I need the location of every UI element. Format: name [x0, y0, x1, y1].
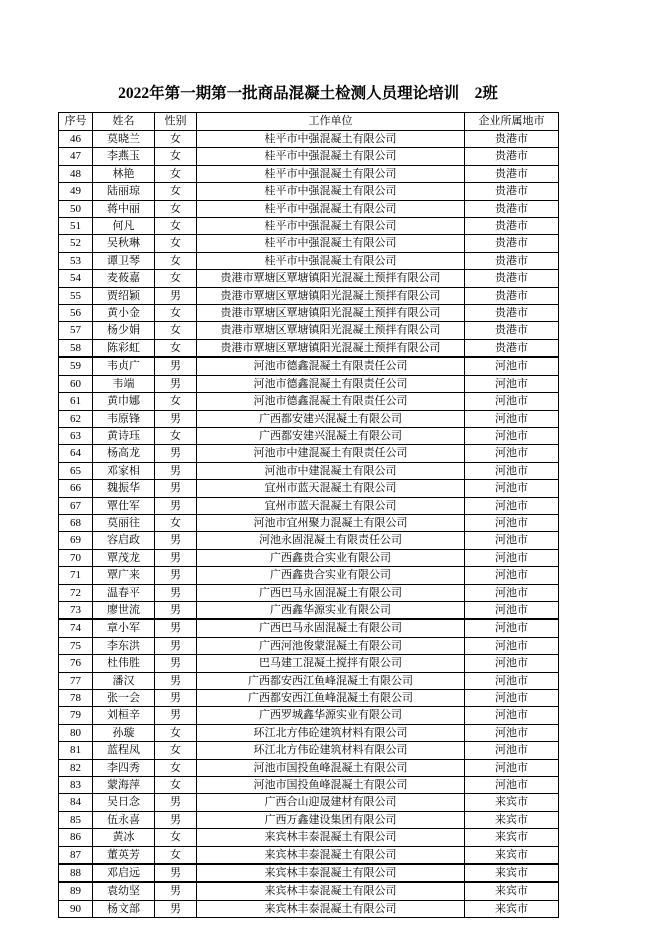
cell-city: 来宾市 — [465, 846, 559, 864]
table-row — [59, 252, 559, 269]
cell-city: 贵港市 — [465, 218, 559, 235]
table-row — [59, 183, 559, 200]
cell-name: 黄巾娜 — [93, 393, 155, 410]
table-row — [59, 672, 559, 689]
cell-name: 贾绍颖 — [93, 287, 155, 304]
cell-name: 吴日念 — [93, 794, 155, 811]
cell-city: 贵港市 — [465, 235, 559, 252]
cell-unit: 贵港市覃塘区覃塘镇阳光混凝土预拌有限公司 — [197, 270, 465, 287]
cell-unit: 贵港市覃塘区覃塘镇阳光混凝土预拌有限公司 — [197, 287, 465, 304]
cell-sex: 女 — [155, 148, 197, 165]
cell-city: 河池市 — [465, 480, 559, 497]
cell-city: 贵港市 — [465, 252, 559, 269]
cell-no: 53 — [59, 252, 93, 269]
cell-name: 蒋中丽 — [93, 200, 155, 217]
table-row — [59, 270, 559, 287]
cell-sex: 女 — [155, 235, 197, 252]
cell-no: 56 — [59, 305, 93, 322]
cell-city: 河池市 — [465, 690, 559, 707]
cell-unit: 广西鑫华源实业有限公司 — [197, 601, 465, 619]
cell-city: 来宾市 — [465, 882, 559, 900]
cell-name: 容启政 — [93, 532, 155, 549]
cell-city: 贵港市 — [465, 270, 559, 287]
cell-city: 河池市 — [465, 619, 559, 637]
cell-name: 覃广来 — [93, 567, 155, 584]
table-row — [59, 339, 559, 357]
cell-city: 河池市 — [465, 462, 559, 479]
cell-city: 河池市 — [465, 601, 559, 619]
cell-unit: 贵港市覃塘区覃塘镇阳光混凝土预拌有限公司 — [197, 339, 465, 357]
cell-sex: 女 — [155, 252, 197, 269]
table-row — [59, 882, 559, 900]
cell-name: 杨文部 — [93, 900, 155, 917]
cell-no: 81 — [59, 742, 93, 759]
cell-unit: 宜州市蓝天混凝土有限公司 — [197, 480, 465, 497]
cell-name: 陆丽琼 — [93, 183, 155, 200]
cell-sex: 男 — [155, 637, 197, 654]
column-header-unit: 工作单位 — [197, 113, 465, 131]
cell-sex: 男 — [155, 287, 197, 304]
table-row — [59, 637, 559, 654]
cell-city: 来宾市 — [465, 900, 559, 917]
cell-no: 87 — [59, 846, 93, 864]
cell-sex: 男 — [155, 480, 197, 497]
table-row — [59, 707, 559, 724]
cell-city: 河池市 — [465, 759, 559, 776]
cell-no: 73 — [59, 601, 93, 619]
cell-no: 61 — [59, 393, 93, 410]
cell-unit: 来宾林丰泰混凝土有限公司 — [197, 864, 465, 882]
cell-unit: 宜州市蓝天混凝土有限公司 — [197, 497, 465, 514]
cell-sex: 女 — [155, 393, 197, 410]
cell-city: 来宾市 — [465, 811, 559, 828]
cell-no: 48 — [59, 165, 93, 182]
cell-sex: 女 — [155, 759, 197, 776]
cell-name: 林艳 — [93, 165, 155, 182]
table-body — [59, 131, 559, 918]
cell-sex: 男 — [155, 601, 197, 619]
cell-name: 潘汉 — [93, 672, 155, 689]
cell-name: 温春平 — [93, 584, 155, 601]
cell-sex: 女 — [155, 427, 197, 444]
cell-sex: 男 — [155, 357, 197, 375]
cell-name: 袁幼坚 — [93, 882, 155, 900]
cell-unit: 河池市国投鱼峰混凝土有限公司 — [197, 759, 465, 776]
cell-unit: 广西都安建兴混凝土有限公司 — [197, 410, 465, 427]
table-row — [59, 724, 559, 741]
table-row — [59, 864, 559, 882]
cell-unit: 广西鑫贵合实业有限公司 — [197, 549, 465, 566]
table-row — [59, 480, 559, 497]
cell-name: 廖世流 — [93, 601, 155, 619]
table-header — [59, 113, 559, 131]
table-header-row — [59, 113, 559, 131]
cell-no: 60 — [59, 375, 93, 392]
cell-name: 邓家相 — [93, 462, 155, 479]
cell-no: 82 — [59, 759, 93, 776]
cell-unit: 广西巴马永固混凝土有限公司 — [197, 619, 465, 637]
cell-sex: 男 — [155, 690, 197, 707]
cell-unit: 桂平市中强混凝土有限公司 — [197, 218, 465, 235]
cell-unit: 广西巴马永固混凝土有限公司 — [197, 584, 465, 601]
cell-city: 河池市 — [465, 567, 559, 584]
cell-no: 84 — [59, 794, 93, 811]
cell-unit: 广西万鑫建设集团有限公司 — [197, 811, 465, 828]
cell-city: 河池市 — [465, 357, 559, 375]
cell-no: 51 — [59, 218, 93, 235]
table-row — [59, 690, 559, 707]
cell-no: 79 — [59, 707, 93, 724]
cell-name: 伍永喜 — [93, 811, 155, 828]
table-row — [59, 445, 559, 462]
table-row — [59, 427, 559, 444]
cell-unit: 广西都安西江鱼峰混凝土有限公司 — [197, 690, 465, 707]
cell-unit: 河池市宜州聚力混凝土有限公司 — [197, 514, 465, 531]
cell-no: 52 — [59, 235, 93, 252]
cell-no: 63 — [59, 427, 93, 444]
cell-unit: 桂平市中强混凝土有限公司 — [197, 235, 465, 252]
cell-sex: 男 — [155, 864, 197, 882]
table-row — [59, 357, 559, 375]
cell-name: 张一会 — [93, 690, 155, 707]
cell-name: 魏振华 — [93, 480, 155, 497]
table-row — [59, 584, 559, 601]
cell-no: 77 — [59, 672, 93, 689]
cell-name: 章小军 — [93, 619, 155, 637]
table-row — [59, 514, 559, 531]
cell-sex: 女 — [155, 270, 197, 287]
cell-name: 黄小金 — [93, 305, 155, 322]
table-row — [59, 532, 559, 549]
cell-sex: 女 — [155, 514, 197, 531]
cell-unit: 河池市国投鱼峰混凝土有限公司 — [197, 777, 465, 794]
cell-city: 河池市 — [465, 584, 559, 601]
table-row — [59, 410, 559, 427]
cell-name: 覃仕军 — [93, 497, 155, 514]
cell-no: 68 — [59, 514, 93, 531]
table-row — [59, 846, 559, 864]
cell-sex: 男 — [155, 584, 197, 601]
cell-unit: 河池市德鑫混凝土有限责任公司 — [197, 357, 465, 375]
table-row — [59, 393, 559, 410]
table-row — [59, 200, 559, 217]
cell-name: 邓启远 — [93, 864, 155, 882]
cell-sex: 男 — [155, 549, 197, 566]
cell-sex: 女 — [155, 724, 197, 741]
cell-unit: 桂平市中强混凝土有限公司 — [197, 183, 465, 200]
cell-unit: 桂平市中强混凝土有限公司 — [197, 131, 465, 148]
cell-unit: 广西河池俊蒙混凝土有限公司 — [197, 637, 465, 654]
cell-unit: 河池市中建混凝土有限公司 — [197, 462, 465, 479]
table-row — [59, 655, 559, 672]
cell-name: 李燕玉 — [93, 148, 155, 165]
table-row — [59, 218, 559, 235]
cell-sex: 女 — [155, 165, 197, 182]
cell-unit: 来宾林丰泰混凝土有限公司 — [197, 846, 465, 864]
cell-city: 河池市 — [465, 672, 559, 689]
cell-unit: 河池永固混凝土有限责任公司 — [197, 532, 465, 549]
cell-no: 89 — [59, 882, 93, 900]
cell-no: 72 — [59, 584, 93, 601]
cell-city: 贵港市 — [465, 322, 559, 339]
cell-sex: 男 — [155, 707, 197, 724]
cell-sex: 男 — [155, 375, 197, 392]
cell-name: 孙璇 — [93, 724, 155, 741]
cell-name: 韦原锋 — [93, 410, 155, 427]
cell-sex: 男 — [155, 655, 197, 672]
trainee-roster-table — [58, 112, 559, 918]
cell-no: 69 — [59, 532, 93, 549]
cell-name: 莫丽往 — [93, 514, 155, 531]
cell-sex: 男 — [155, 672, 197, 689]
cell-unit: 桂平市中强混凝土有限公司 — [197, 252, 465, 269]
table-row — [59, 829, 559, 846]
cell-city: 河池市 — [465, 777, 559, 794]
cell-no: 83 — [59, 777, 93, 794]
cell-city: 河池市 — [465, 724, 559, 741]
cell-sex: 女 — [155, 322, 197, 339]
cell-sex: 男 — [155, 811, 197, 828]
cell-sex: 男 — [155, 410, 197, 427]
cell-city: 来宾市 — [465, 864, 559, 882]
cell-no: 59 — [59, 357, 93, 375]
table-row — [59, 131, 559, 148]
cell-no: 71 — [59, 567, 93, 584]
cell-sex: 女 — [155, 218, 197, 235]
cell-city: 河池市 — [465, 655, 559, 672]
cell-city: 河池市 — [465, 532, 559, 549]
cell-city: 来宾市 — [465, 829, 559, 846]
table-row — [59, 619, 559, 637]
table-row — [59, 287, 559, 304]
cell-city: 来宾市 — [465, 794, 559, 811]
cell-sex: 女 — [155, 829, 197, 846]
cell-no: 76 — [59, 655, 93, 672]
cell-no: 75 — [59, 637, 93, 654]
cell-no: 50 — [59, 200, 93, 217]
table-row — [59, 794, 559, 811]
cell-unit: 河池市德鑫混凝土有限责任公司 — [197, 375, 465, 392]
cell-name: 杜伟胜 — [93, 655, 155, 672]
cell-city: 河池市 — [465, 707, 559, 724]
cell-city: 贵港市 — [465, 165, 559, 182]
cell-no: 58 — [59, 339, 93, 357]
cell-name: 蒙海萍 — [93, 777, 155, 794]
cell-city: 贵港市 — [465, 131, 559, 148]
cell-no: 70 — [59, 549, 93, 566]
cell-no: 80 — [59, 724, 93, 741]
cell-city: 河池市 — [465, 410, 559, 427]
cell-unit: 广西都安西江鱼峰混凝土有限公司 — [197, 672, 465, 689]
table-row — [59, 322, 559, 339]
table-row — [59, 148, 559, 165]
page-title: 2022年第一期第一批商品混凝土检测人员理论培训 2班 — [118, 85, 498, 102]
cell-sex: 女 — [155, 200, 197, 217]
cell-unit: 桂平市中强混凝土有限公司 — [197, 148, 465, 165]
cell-sex: 男 — [155, 900, 197, 917]
table-row — [59, 375, 559, 392]
cell-city: 贵港市 — [465, 200, 559, 217]
cell-city: 河池市 — [465, 549, 559, 566]
table-row — [59, 305, 559, 322]
cell-name: 李四秀 — [93, 759, 155, 776]
cell-name: 陈彩虹 — [93, 339, 155, 357]
cell-city: 河池市 — [465, 393, 559, 410]
cell-sex: 男 — [155, 532, 197, 549]
cell-name: 谭卫琴 — [93, 252, 155, 269]
cell-no: 66 — [59, 480, 93, 497]
cell-name: 蓝程凤 — [93, 742, 155, 759]
cell-no: 67 — [59, 497, 93, 514]
cell-no: 54 — [59, 270, 93, 287]
cell-unit: 桂平市中强混凝土有限公司 — [197, 200, 465, 217]
table-row — [59, 462, 559, 479]
cell-unit: 河池市中建混凝土有限责任公司 — [197, 445, 465, 462]
cell-no: 64 — [59, 445, 93, 462]
cell-city: 河池市 — [465, 742, 559, 759]
cell-name: 何凡 — [93, 218, 155, 235]
cell-unit: 贵港市覃塘区覃塘镇阳光混凝土预拌有限公司 — [197, 305, 465, 322]
cell-no: 55 — [59, 287, 93, 304]
cell-city: 贵港市 — [465, 287, 559, 304]
cell-no: 49 — [59, 183, 93, 200]
cell-no: 62 — [59, 410, 93, 427]
cell-no: 46 — [59, 131, 93, 148]
cell-no: 65 — [59, 462, 93, 479]
column-header-sex: 性别 — [155, 113, 197, 131]
cell-city: 贵港市 — [465, 339, 559, 357]
cell-unit: 河池市德鑫混凝土有限责任公司 — [197, 393, 465, 410]
cell-sex: 女 — [155, 305, 197, 322]
cell-name: 董英芳 — [93, 846, 155, 864]
cell-no: 90 — [59, 900, 93, 917]
cell-sex: 女 — [155, 777, 197, 794]
column-header-no: 序号 — [59, 113, 93, 131]
cell-unit: 环江北方伟砼建筑材料有限公司 — [197, 742, 465, 759]
table-row — [59, 759, 559, 776]
table-row — [59, 601, 559, 619]
cell-name: 覃茂龙 — [93, 549, 155, 566]
cell-name: 李东洪 — [93, 637, 155, 654]
table-row — [59, 811, 559, 828]
cell-city: 河池市 — [465, 375, 559, 392]
cell-name: 杨少娟 — [93, 322, 155, 339]
cell-unit: 广西合山迎晟建材有限公司 — [197, 794, 465, 811]
table-row — [59, 742, 559, 759]
cell-unit: 来宾林丰泰混凝土有限公司 — [197, 829, 465, 846]
cell-unit: 贵港市覃塘区覃塘镇阳光混凝土预拌有限公司 — [197, 322, 465, 339]
cell-no: 57 — [59, 322, 93, 339]
cell-unit: 来宾林丰泰混凝土有限公司 — [197, 882, 465, 900]
cell-sex: 男 — [155, 794, 197, 811]
cell-sex: 女 — [155, 131, 197, 148]
cell-no: 74 — [59, 619, 93, 637]
cell-no: 86 — [59, 829, 93, 846]
cell-city: 河池市 — [465, 427, 559, 444]
cell-sex: 男 — [155, 567, 197, 584]
cell-name: 黄诗珏 — [93, 427, 155, 444]
cell-no: 78 — [59, 690, 93, 707]
cell-name: 莫晓兰 — [93, 131, 155, 148]
table-row — [59, 235, 559, 252]
cell-city: 河池市 — [465, 514, 559, 531]
cell-sex: 女 — [155, 339, 197, 357]
cell-unit: 巴马建工混凝土搅拌有限公司 — [197, 655, 465, 672]
cell-city: 贵港市 — [465, 148, 559, 165]
cell-sex: 男 — [155, 462, 197, 479]
cell-city: 贵港市 — [465, 183, 559, 200]
cell-city: 河池市 — [465, 637, 559, 654]
cell-city: 河池市 — [465, 445, 559, 462]
cell-city: 河池市 — [465, 497, 559, 514]
cell-no: 88 — [59, 864, 93, 882]
cell-unit: 环江北方伟砼建筑材料有限公司 — [197, 724, 465, 741]
cell-sex: 女 — [155, 742, 197, 759]
cell-sex: 男 — [155, 882, 197, 900]
cell-no: 47 — [59, 148, 93, 165]
table-row — [59, 497, 559, 514]
cell-no: 85 — [59, 811, 93, 828]
cell-name: 麦莜嘉 — [93, 270, 155, 287]
cell-unit: 来宾林丰泰混凝土有限公司 — [197, 900, 465, 917]
cell-unit: 广西罗城鑫华源实业有限公司 — [197, 707, 465, 724]
cell-sex: 男 — [155, 497, 197, 514]
cell-sex: 女 — [155, 183, 197, 200]
cell-name: 吴秋琳 — [93, 235, 155, 252]
cell-name: 韦贞广 — [93, 357, 155, 375]
table-row — [59, 567, 559, 584]
column-header-city: 企业所属地市 — [465, 113, 559, 131]
cell-name: 黄冰 — [93, 829, 155, 846]
cell-name: 杨高龙 — [93, 445, 155, 462]
column-header-name: 姓名 — [93, 113, 155, 131]
table-row — [59, 900, 559, 917]
table-row — [59, 777, 559, 794]
cell-name: 韦端 — [93, 375, 155, 392]
cell-unit: 广西鑫贵合实业有限公司 — [197, 567, 465, 584]
cell-sex: 女 — [155, 846, 197, 864]
cell-sex: 男 — [155, 619, 197, 637]
table-row — [59, 165, 559, 182]
cell-unit: 桂平市中强混凝土有限公司 — [197, 165, 465, 182]
cell-sex: 男 — [155, 445, 197, 462]
cell-name: 刘桓辛 — [93, 707, 155, 724]
cell-unit: 广西都安建兴混凝土有限公司 — [197, 427, 465, 444]
cell-city: 贵港市 — [465, 305, 559, 322]
table-row — [59, 549, 559, 566]
